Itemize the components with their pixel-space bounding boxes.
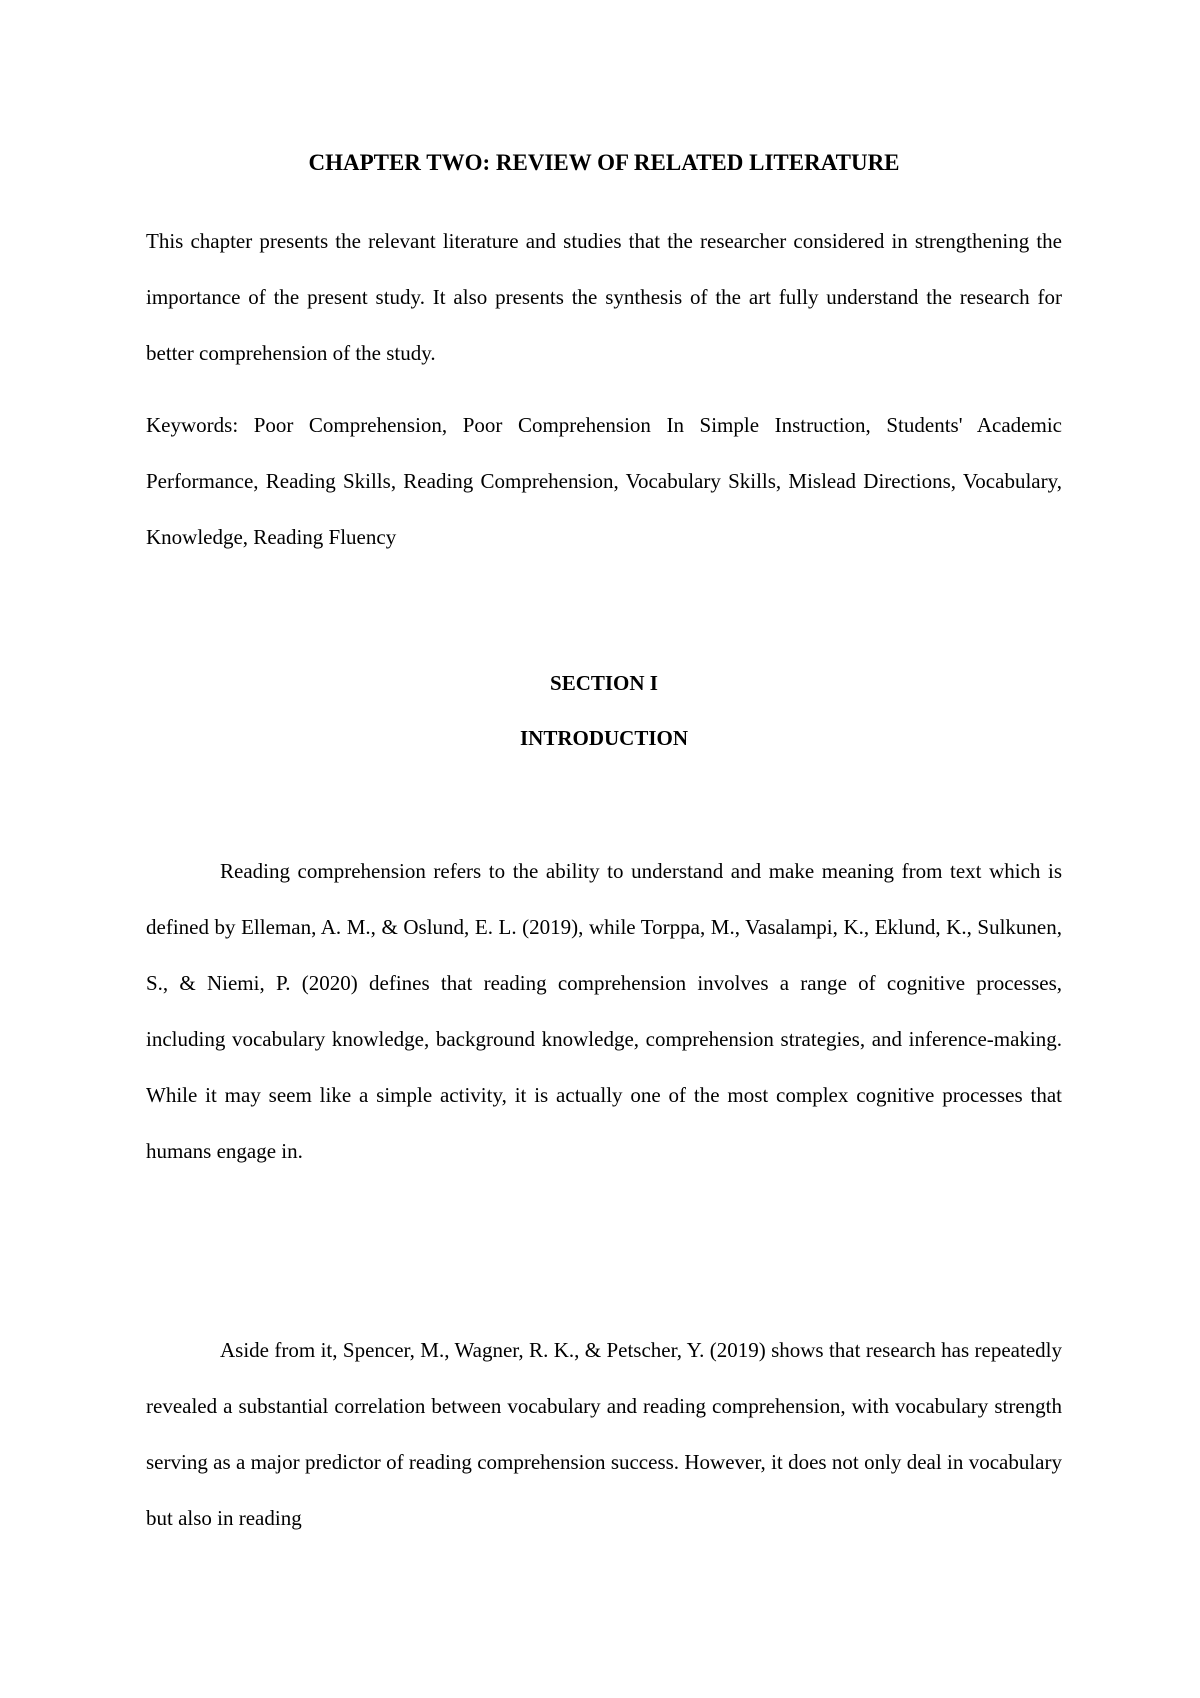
section-number-heading: SECTION I — [550, 671, 658, 695]
keywords-paragraph: Keywords: Poor Comprehension, Poor Comprehension In Simple Instruction, Students' Academic Performance, Reading Skills, Reading Comprehension, Vocabulary Skills, Mislead Directions, Vocabulary, Knowledge, Reading Fluency — [146, 413, 1062, 549]
chapter-title: CHAPTER TWO: REVIEW OF RELATED LITERATURE — [308, 150, 900, 175]
section-title-heading: INTRODUCTION — [519, 726, 689, 750]
body-paragraph: Reading comprehension refers to the ability to understand and make meaning from text which is defined by Elleman, A. M., & Oslund, E. L. (2019), while Torppa, M., Vasalampi, K., Eklund, K., Sulkunen, S., & Niemi, P. (2020) defines that reading comprehension involves a range of cognitive processes, including vocabulary knowledge, background knowledge, comprehension strategies, and inference-making. While it may seem like a simple activity, it is actually one of the most complex cognitive processes that humans engage in. — [146, 859, 1062, 1163]
intro-paragraph: This chapter presents the relevant literature and studies that the researcher considered in strengthening the importance of the present study. It also presents the synthesis of the art fully understand the research for better comprehension of the study. — [146, 229, 1062, 365]
body-paragraph: Aside from it, Spencer, M., Wagner, R. K., & Petscher, Y. (2019) shows that research has repeatedly revealed a substantial correlation between vocabulary and reading comprehension, with vocabulary strength serving as a major predictor of reading comprehension success. However, it does not only deal in vocabulary but also in reading — [146, 1338, 1062, 1530]
